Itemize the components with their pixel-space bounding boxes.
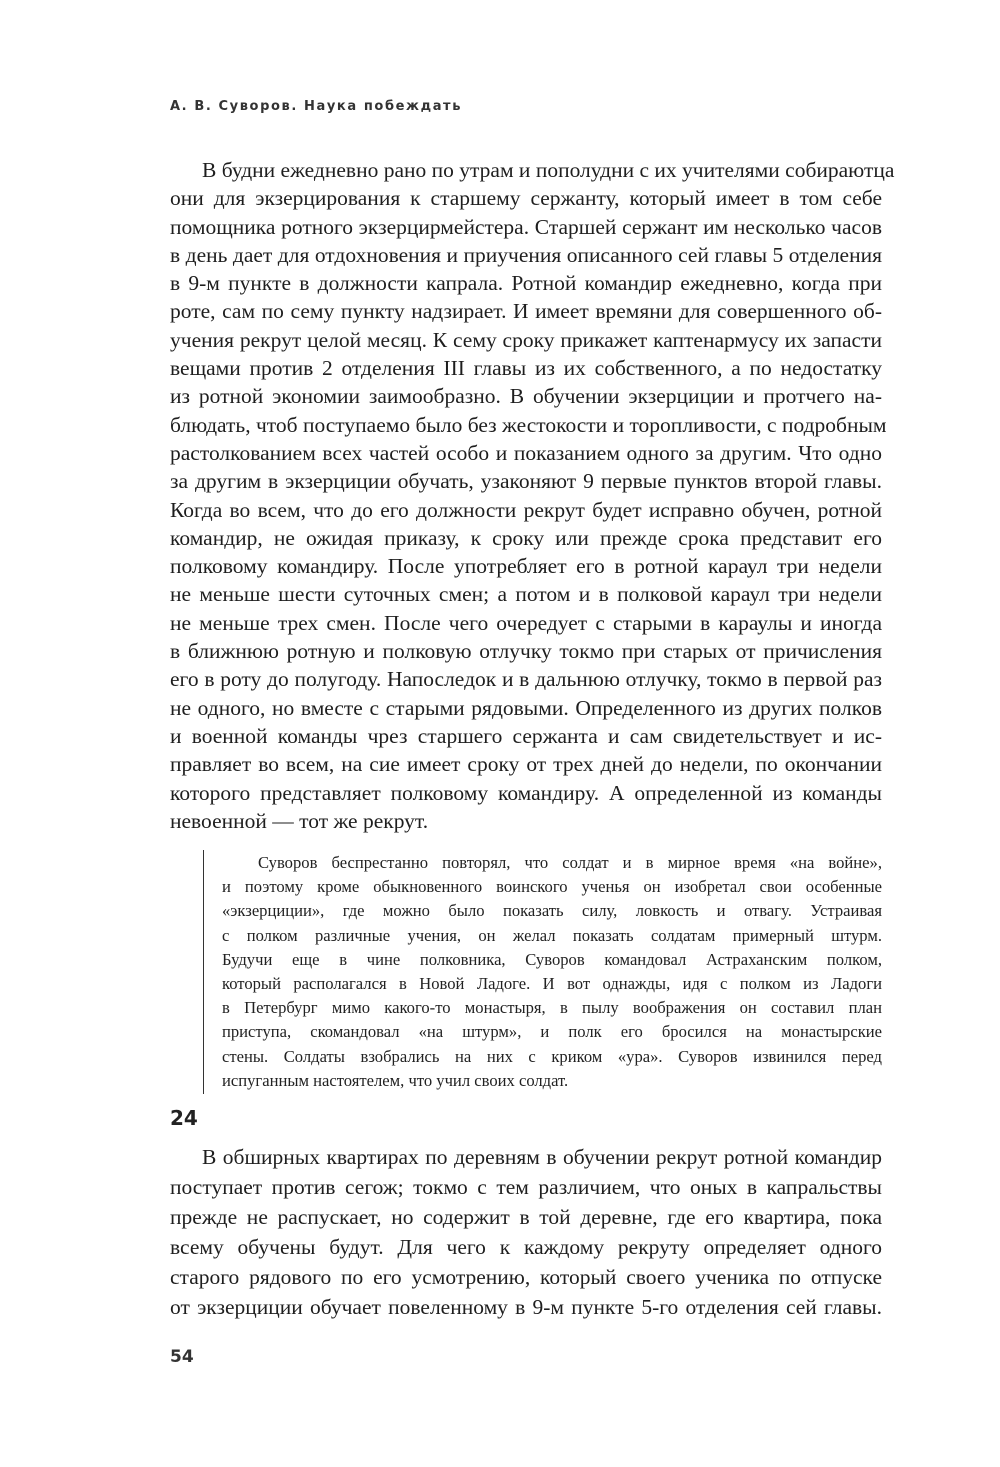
- text-line: которого представляет полковому командиру. А определенной из команды: [170, 780, 882, 805]
- text-line: помощника ротного экзерцирмейстера. Старшей сержант им несколько часов: [170, 214, 882, 239]
- text-line: Когда во всем, что до его должности рекрут будет исправно обучен, ротной: [170, 497, 882, 522]
- text-line: с полком различные учения, он желал показать солдатам примерный штурм.: [222, 925, 882, 945]
- text-line: и военной команды чрез старшего сержанта и сам свидетельствует и ис-: [170, 723, 882, 748]
- text-line: роте, сам по сему пункту надзирает. И имеет времяни для совершенного об-: [170, 299, 882, 324]
- text-line: растолкованием всех частей особо и показанием одного за другим. Что одно: [170, 440, 882, 465]
- text-line: невоенной — тот же рекрут.: [170, 808, 429, 833]
- running-head: А. В. Суворов. Наука побеждать: [170, 99, 463, 114]
- text-line: за другим в экзерциции обучать, узаконяют 9 первые пунктов второй главы.: [170, 469, 882, 494]
- paragraph-section-24: [170, 1142, 882, 1322]
- commentary-text: [222, 851, 882, 1093]
- text-line: Будучи еще в чине полковника, Суворов командовал Астраханским полком,: [222, 949, 882, 969]
- text-line: который располагался в Новой Ладоге. И вот однажды, идя с полком из Ладоги: [222, 974, 882, 994]
- text-line: его в роту до полугоду. Напоследок и в дальнюю отлучку, токмо в первой раз: [170, 667, 882, 692]
- text-line: учения рекрут целой месяц. К сему сроку прикажет каптенармусу их запасти: [170, 327, 882, 352]
- text-line: от экзерциции обучает повеленному в 9-м пункте 5-го отделения сей главы.: [170, 1295, 882, 1319]
- text-line: полковому командиру. После употребляет его в ротной караул три недели: [170, 554, 882, 579]
- commentary-block: [203, 850, 882, 1094]
- section-number: 24: [170, 1106, 198, 1130]
- text-line: приступа, скомандовал «на штурм», и полк его бросился на монастырские: [222, 1022, 882, 1042]
- text-line: всему обучены будут. Для чего к каждому рекруту определяет одного: [170, 1235, 882, 1259]
- text-line: поступает против сегож; токмо с тем различием, что оных в капральствы: [170, 1175, 882, 1199]
- text-line: правляет во всем, на сие имеет сроку от трех дней до недели, по окончании: [170, 752, 882, 777]
- text-line: В будни ежедневно рано по утрам и пополудни с их учителями собираютца: [202, 158, 895, 182]
- text-line: из ротной экономии заимообразно. В обучении экзерциции и протчего на-: [170, 384, 882, 409]
- text-line: Суворов беспрестанно повторял, что солдат и в мирное время «на войне»,: [258, 853, 882, 872]
- text-line: В обширных квартирах по деревням в обучении рекрут ротной командир: [202, 1145, 882, 1169]
- text-line: прежде не распускает, но содержит в той деревне, где его квартира, пока: [170, 1205, 882, 1229]
- text-line: в 9-м пункте в должности капрала. Ротной командир ежедневно, когда при: [170, 271, 882, 296]
- text-line: вещами против 2 отделения III главы из их собственного, а по недостатку: [170, 356, 882, 381]
- text-line: командир, не ожидая приказу, к сроку или прежде срока представит его: [170, 525, 882, 550]
- text-line: старого рядового по его усмотрению, который своего ученика по отпуске: [170, 1265, 882, 1289]
- text-line: стены. Солдаты взобрались на них с криком «ура». Суворов извинился перед: [222, 1046, 882, 1066]
- text-line: не меньше шести суточных смен; а потом и в полковой караул три недели: [170, 582, 882, 607]
- page-number: 54: [170, 1347, 194, 1367]
- text-line: «экзерциции», где можно было показать силу, ловкость и отвагу. Устраивая: [222, 901, 882, 921]
- text-line: и поэтому кроме обыкновенного воинского ученья он изобретал свои особенные: [222, 877, 882, 897]
- text-line: блюдать, чтоб поступаемо было без жестокости и торопливости, с подробным: [170, 412, 887, 437]
- text-line: они для экзерцирования к старшему сержанту, который имеет в том себе: [170, 186, 882, 211]
- text-line: в ближнюю ротную и полковую отлучку токмо при старых от причисления: [170, 639, 882, 664]
- text-line: испуганным настоятелем, что учил своих солдат.: [222, 1070, 569, 1090]
- text-line: не одного, но вместе с старыми рядовыми. Определенного из других полков: [170, 695, 882, 720]
- text-line: в Петербург мимо какого-то монастыря, в пылу воображения он составил план: [222, 998, 882, 1018]
- text-line: в день дает для отдохновения и приучения описанного сей главы 5 отделения: [170, 242, 882, 267]
- paragraph-main: [170, 156, 895, 835]
- text-line: не меньше трех смен. После чего очередует с старыми в караулы и иногда: [170, 610, 882, 635]
